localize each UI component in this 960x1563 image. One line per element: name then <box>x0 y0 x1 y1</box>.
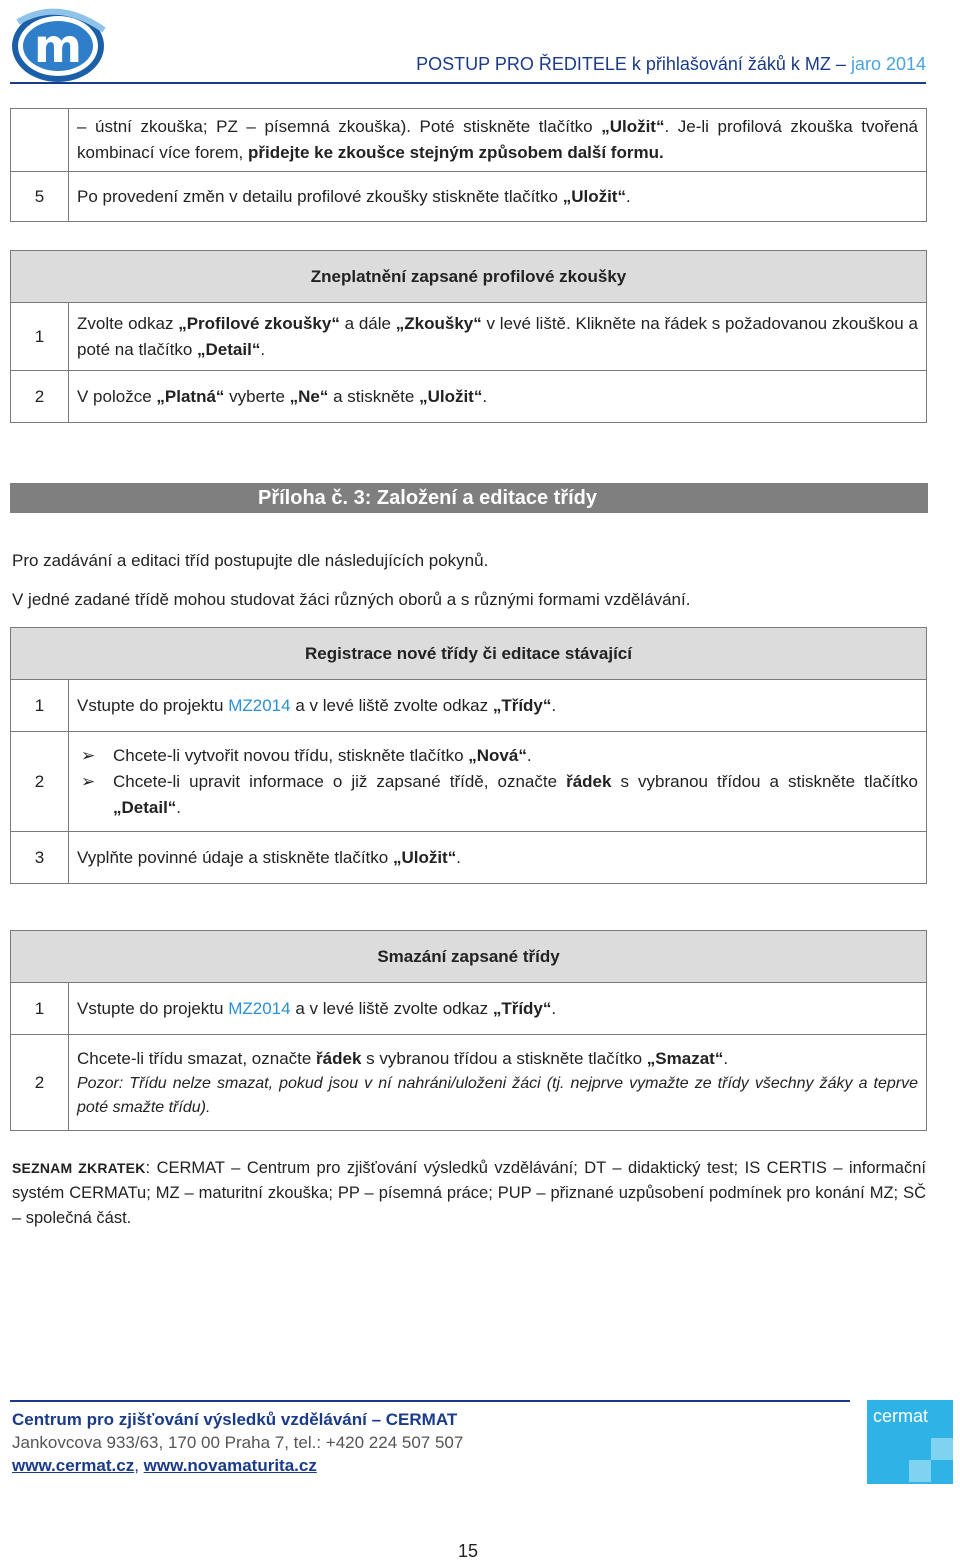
step-text: Vstupte do projektu MZ2014 a v levé liště zvolte odkaz „Třídy“. <box>69 983 927 1035</box>
intro-paragraph: Pro zadávání a editaci tříd postupujte dle následujících pokynů. <box>12 551 489 570</box>
warning-note: Pozor: Třídu nelze smazat, pokud jsou v ní nahráni/uloženi žáci (tj. nejprve vymažte ze třídy všechny žáky a teprve poté smažte třídu). <box>77 1074 918 1116</box>
bullet-list <box>77 743 918 821</box>
table-row <box>11 303 927 371</box>
step-number: 2 <box>11 1035 69 1131</box>
header-rule <box>10 82 926 84</box>
step-number: 1 <box>11 303 69 371</box>
logo-square-icon <box>931 1438 953 1460</box>
step-text: – ústní zkouška; PZ – písemná zkouška). Poté stiskněte tlačítko „Uložit“. Je-li profilová zkouška tvořená kombinací více forem, přidejte ke zkoušce stejným způsobem další formu. <box>69 109 927 172</box>
table-row <box>11 109 927 172</box>
step-number: 1 <box>11 680 69 732</box>
step-number: 3 <box>11 832 69 884</box>
logo-letter: m <box>34 19 82 73</box>
list-item: ➢ Chcete-li upravit informace o již zapsané třídě, označte řádek s vybranou třídou a stiskněte tlačítko „Detail“. <box>77 769 918 821</box>
footer-rule <box>10 1400 850 1402</box>
table-row <box>11 1035 927 1131</box>
table-row <box>11 680 927 732</box>
table-row <box>11 832 927 884</box>
profile-exam-steps-table <box>10 108 927 222</box>
link-novamaturita[interactable]: www.novamaturita.cz <box>143 1456 317 1475</box>
link-cermat[interactable]: www.cermat.cz <box>12 1456 135 1475</box>
page-number: 15 <box>457 1541 479 1561</box>
step-text: V položce „Platná“ vyberte „Ne“ a stiskněte „Uložit“. <box>69 371 927 423</box>
table-row <box>11 172 927 222</box>
step-text: Chcete-li třídu smazat, označte řádek s vybranou třídou a stiskněte tlačítko „Smazat“. Pozor: Třídu nelze smazat, pokud jsou v ní nahráni/uloženi žáci (tj. nejprve vymažte ze třídy všechny žáky a teprve poté smažte třídu). <box>69 1035 927 1131</box>
step-number: 1 <box>11 983 69 1035</box>
table-title: Zneplatnění zapsané profilové zkoušky <box>11 251 927 303</box>
table-title: Registrace nové třídy či editace stávající <box>11 628 927 680</box>
invalidate-exam-table <box>10 250 927 423</box>
step-number: 2 <box>11 371 69 423</box>
step-text <box>69 732 927 832</box>
intro-paragraph: V jedné zadané třídě mohou studovat žáci různých oborů a s různými formami vzdělávání. <box>12 590 691 609</box>
step-number: 2 <box>11 732 69 832</box>
step-text: Po provedení změn v detailu profilové zkoušky stiskněte tlačítko „Uložit“. <box>69 172 927 222</box>
footer-org: Centrum pro zjišťování výsledků vzdělávání – CERMAT <box>12 1410 458 1429</box>
step-text: Vyplňte povinné údaje a stiskněte tlačítko „Uložit“. <box>69 832 927 884</box>
appendix-title: Příloha č. 3: Založení a editace třídy <box>10 483 928 513</box>
cermat-logo: cermat <box>867 1400 953 1484</box>
logo-square-icon <box>909 1460 931 1482</box>
class-registration-table <box>10 627 927 884</box>
list-item: ➢ Chcete-li vytvořit novou třídu, stiskněte tlačítko „Nová“. <box>77 743 918 769</box>
abbreviation-list: SEZNAM ZKRATEK: CERMAT – Centrum pro zjišťování výsledků vzdělávání; DT – didaktický test; IS CERTIS – informační systém CERMATu; MZ – maturitní zkouška; PP – písemná práce; PUP – přiznané uzpůsobení podmínek pro konání MZ; SČ – společná část. <box>12 1159 926 1227</box>
class-delete-table <box>10 930 927 1131</box>
table-title: Smazání zapsané třídy <box>11 931 927 983</box>
table-row <box>11 732 927 832</box>
step-text: Zvolte odkaz „Profilové zkoušky“ a dále „Zkoušky“ v levé liště. Klikněte na řádek s požadovanou zkouškou a poté na tlačítko „Detail“. <box>69 303 927 371</box>
table-row <box>11 983 927 1035</box>
header-title: POSTUP PRO ŘEDITELE k přihlašování žáků k MZ – jaro 2014 <box>416 54 926 74</box>
mz-logo-icon <box>8 4 114 84</box>
table-row <box>11 371 927 423</box>
step-text: Vstupte do projektu MZ2014 a v levé liště zvolte odkaz „Třídy“. <box>69 680 927 732</box>
step-number <box>11 109 69 172</box>
footer-address: Jankovcova 933/63, 170 00 Praha 7, tel.: +420 224 507 507 <box>12 1433 464 1452</box>
footer: Centrum pro zjišťování výsledků vzdělávání – CERMAT Jankovcova 933/63, 170 00 Praha 7, tel.: +420 224 507 507 www.cermat.cz, www.novamaturita.cz <box>12 1410 464 1475</box>
step-number: 5 <box>11 172 69 222</box>
